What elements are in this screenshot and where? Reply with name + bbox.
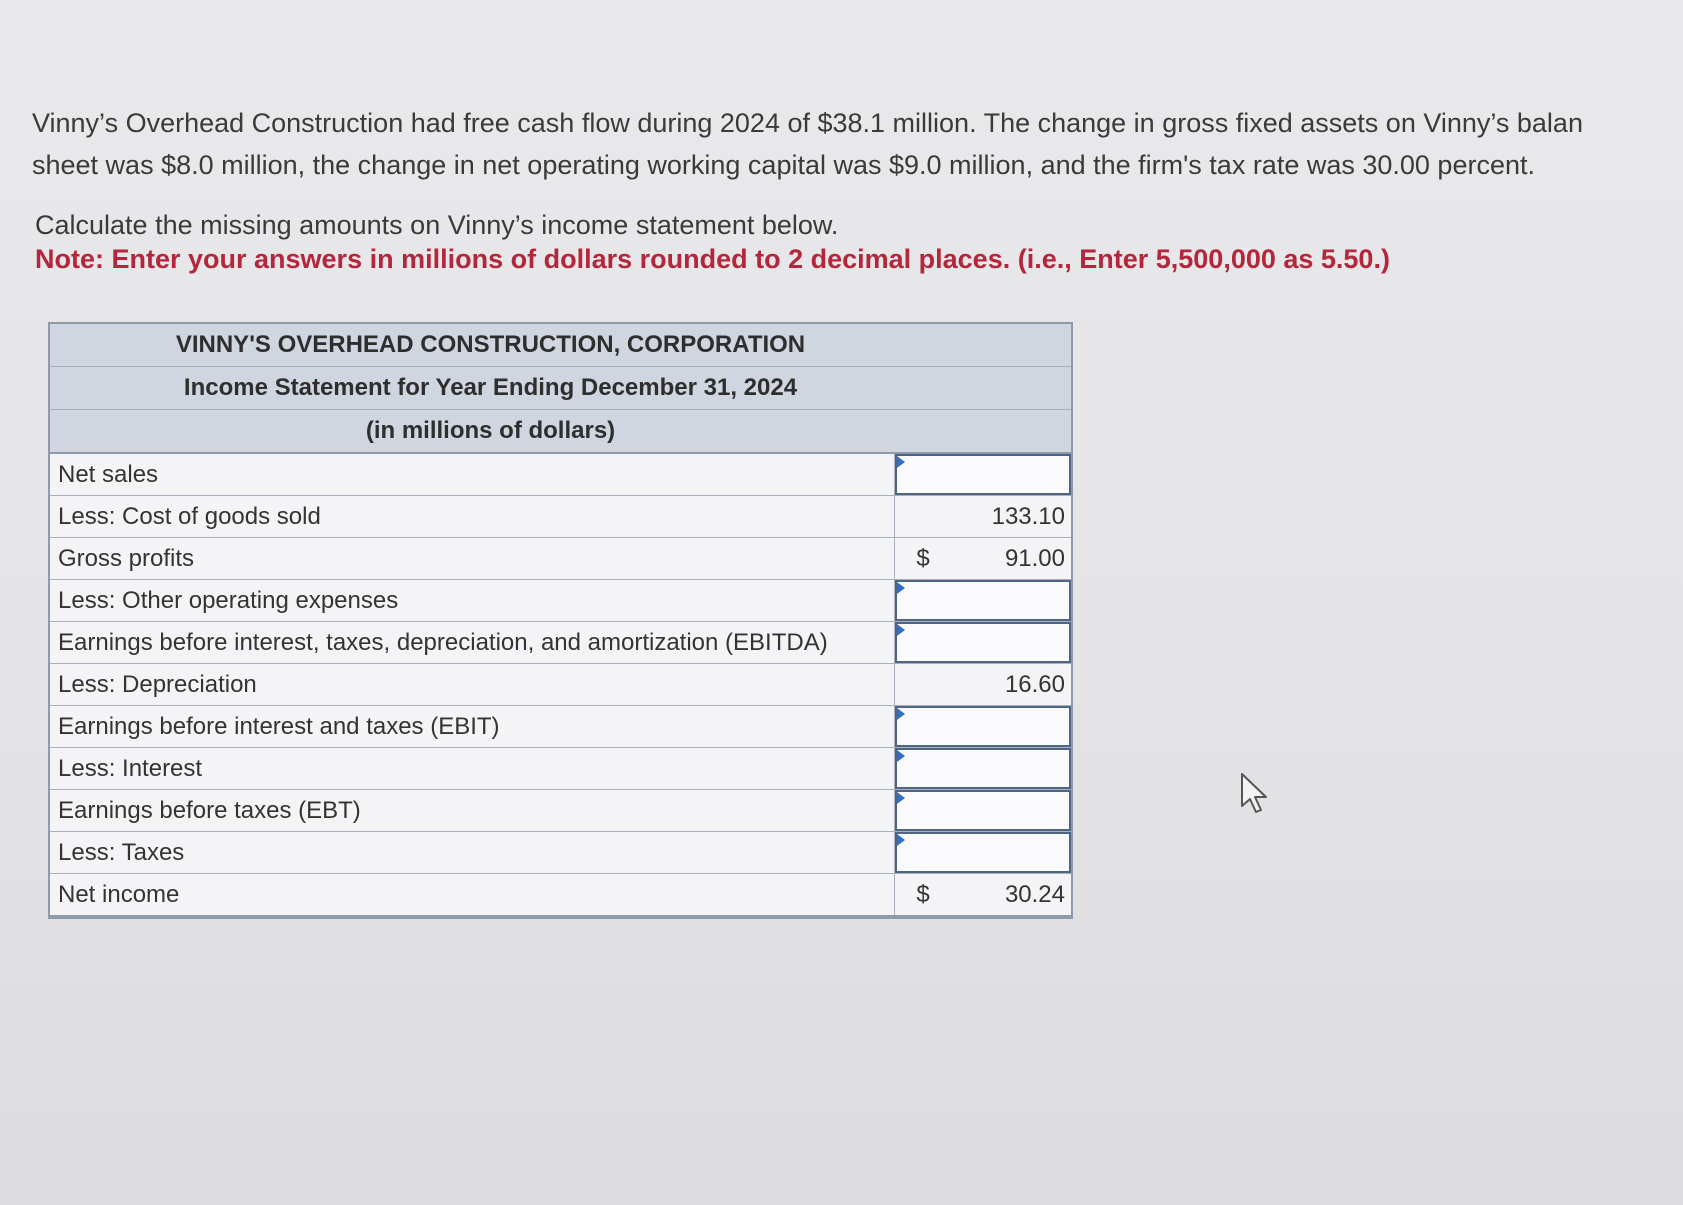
currency-symbol: $ [916, 880, 930, 908]
income-statement-table [48, 322, 1073, 919]
question-line-2: sheet was $8.0 million, the change in net operating working capital was $9.0 million, and the firm's tax rate was 30.00 percent. [32, 150, 1535, 180]
row-label: Earnings before taxes (EBT) [50, 790, 895, 831]
row-gross-profits [50, 538, 1071, 580]
row-other-operating-expenses [50, 580, 1071, 622]
row-value: 91.00 [1004, 544, 1065, 572]
row-label: Less: Cost of goods sold [50, 496, 895, 537]
taxes-input[interactable] [895, 832, 1071, 873]
row-label: Less: Interest [50, 748, 895, 789]
question-text [32, 102, 1672, 186]
other-operating-expenses-input[interactable] [895, 580, 1071, 621]
net-sales-input[interactable] [895, 454, 1071, 495]
row-label: Less: Depreciation [50, 664, 895, 705]
ebitda-input[interactable] [895, 622, 1071, 663]
row-label: Less: Other operating expenses [50, 580, 895, 621]
row-ebt [50, 790, 1071, 832]
row-label: Gross profits [50, 538, 895, 579]
currency-symbol: $ [916, 544, 930, 572]
instructions-note: Note: Enter your answers in millions of dollars rounded to 2 decimal places. (i.e., Enter 5,500,000 as 5.50.) [35, 244, 1390, 274]
row-label: Less: Taxes [50, 832, 895, 873]
row-label: Earnings before interest, taxes, depreciation, and amortization (EBITDA) [50, 622, 895, 663]
company-name: VINNY'S OVERHEAD CONSTRUCTION, CORPORATION [50, 324, 1071, 367]
instructions [35, 208, 1390, 276]
row-depreciation [50, 664, 1071, 706]
row-label: Net sales [50, 454, 895, 495]
ebit-input[interactable] [895, 706, 1071, 747]
row-label: Earnings before interest and taxes (EBIT) [50, 706, 895, 747]
row-ebitda [50, 622, 1071, 664]
instructions-text: Calculate the missing amounts on Vinny’s income statement below. [35, 210, 839, 240]
row-value: 133.10 [991, 502, 1065, 530]
statement-title: Income Statement for Year Ending December 31, 2024 [50, 367, 1071, 410]
row-value: 16.60 [1004, 670, 1065, 698]
row-net-sales [50, 454, 1071, 496]
row-interest [50, 748, 1071, 790]
row-value: 30.24 [1004, 880, 1065, 908]
row-taxes [50, 832, 1071, 874]
row-cost-of-goods-sold [50, 496, 1071, 538]
row-ebit [50, 706, 1071, 748]
mouse-pointer-icon [1238, 770, 1278, 818]
question-line-1: Vinny’s Overhead Construction had free cash flow during 2024 of $38.1 million. The change in gross fixed assets on Vinny’s balan [32, 108, 1583, 138]
statement-units: (in millions of dollars) [50, 410, 1071, 454]
interest-input[interactable] [895, 748, 1071, 789]
row-net-income [50, 874, 1071, 917]
row-label: Net income [50, 874, 895, 915]
ebt-input[interactable] [895, 790, 1071, 831]
